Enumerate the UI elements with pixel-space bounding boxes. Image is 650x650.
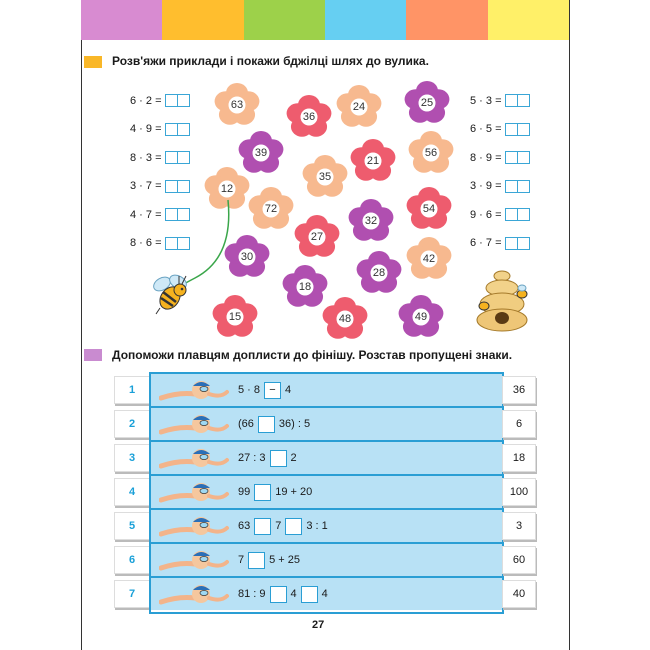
- lane-result: 40: [502, 580, 536, 608]
- example-text: 4 · 7 =: [130, 208, 162, 221]
- multiplication-example: [470, 208, 530, 221]
- bee-icon: [148, 270, 196, 316]
- expression-part: 7: [238, 554, 245, 566]
- lane-result: 18: [502, 444, 536, 472]
- lane-expression: [238, 578, 328, 610]
- task2-title: Допоможи плавцям доплисти до фінішу. Розстав пропущені знаки.: [112, 348, 513, 362]
- lane-number: 1: [114, 376, 150, 404]
- expression-part: 5 + 25: [269, 554, 301, 566]
- flower-number: 54: [422, 203, 436, 215]
- lane-number: 6: [114, 546, 150, 574]
- flower-63[interactable]: [214, 82, 260, 128]
- expression-part: (66: [238, 418, 254, 430]
- lane-result: 60: [502, 546, 536, 574]
- page-number: 27: [312, 619, 325, 631]
- stripe-1: [81, 0, 162, 40]
- swimming-pool: [149, 372, 504, 614]
- lane-result: 3: [502, 512, 536, 540]
- lane-expression: [238, 476, 312, 508]
- multiplication-example: [130, 123, 190, 136]
- multiplication-example: [470, 123, 530, 136]
- flower-number: 21: [366, 155, 380, 167]
- flower-32[interactable]: [348, 198, 394, 244]
- flower-number: 42: [422, 253, 436, 265]
- flower-number: 25: [420, 97, 434, 109]
- operator-box[interactable]: [248, 552, 265, 569]
- operator-box[interactable]: −: [264, 382, 281, 399]
- flower-number: 63: [230, 99, 244, 111]
- answer-box[interactable]: [505, 208, 530, 221]
- flower-24[interactable]: [336, 84, 382, 130]
- flower-28[interactable]: [356, 250, 402, 296]
- beehive-icon: [470, 266, 536, 334]
- answer-box[interactable]: [165, 123, 190, 136]
- expression-part: 7: [275, 520, 282, 532]
- swim-lane-1: [151, 374, 502, 408]
- swim-lane-2: [151, 408, 502, 442]
- operator-box[interactable]: [301, 586, 318, 603]
- swimmer-icon: [159, 446, 229, 472]
- flower-27[interactable]: [294, 214, 340, 260]
- swimmer-icon: [159, 378, 229, 404]
- multiplication-example: [470, 237, 530, 250]
- swimmer-icon: [159, 412, 229, 438]
- swimmer: [159, 582, 229, 613]
- lane-number: 3: [114, 444, 150, 472]
- expression-part: 4: [290, 588, 297, 600]
- lane-result: 6: [502, 410, 536, 438]
- color-stripes-header: [81, 0, 569, 40]
- answer-box[interactable]: [505, 94, 530, 107]
- swim-lane-4: [151, 476, 502, 510]
- stripe-3: [244, 0, 325, 40]
- lane-expression: [238, 544, 300, 576]
- operator-box[interactable]: [270, 586, 287, 603]
- flower-number: 18: [298, 281, 312, 293]
- lane-expression: [238, 510, 328, 542]
- flower-number: 28: [372, 267, 386, 279]
- task1-title: Розв'яжи приклади і покажи бджілці шлях до вулика.: [112, 54, 429, 68]
- flower-number: 24: [352, 101, 366, 113]
- flower-number: 72: [264, 203, 278, 215]
- multiplication-example: [130, 151, 190, 164]
- expression-part: 99: [238, 486, 251, 498]
- lane-number: 7: [114, 580, 150, 608]
- flower-number: 39: [254, 147, 268, 159]
- operator-box[interactable]: [254, 518, 271, 535]
- expression-part: 63: [238, 520, 251, 532]
- flower-35[interactable]: [302, 154, 348, 200]
- swimmer: [159, 548, 229, 579]
- example-text: 3 · 9 =: [470, 180, 502, 192]
- flower-36[interactable]: [286, 94, 332, 140]
- answer-box[interactable]: [505, 237, 530, 250]
- example-text: 5 · 3 =: [470, 94, 502, 107]
- expression-part: 27 : 3: [238, 452, 266, 464]
- example-text: 3 · 7 =: [130, 180, 162, 192]
- lane-expression: [238, 374, 291, 406]
- flower-49[interactable]: [398, 294, 444, 340]
- example-text: 6 · 7 =: [470, 237, 502, 249]
- answer-box[interactable]: [505, 180, 530, 193]
- example-text: 8 · 3 =: [130, 151, 162, 164]
- swimmer-icon: [159, 548, 229, 574]
- swimmer-icon: [159, 480, 229, 506]
- answer-box[interactable]: [505, 151, 530, 164]
- stripe-4: [325, 0, 406, 40]
- swimmer: [159, 480, 229, 511]
- flower-number: 27: [310, 231, 324, 243]
- expression-part: 4: [285, 384, 292, 396]
- flower-number: 12: [220, 183, 234, 195]
- flower-number: 48: [338, 313, 352, 325]
- flower-number: 56: [424, 147, 438, 159]
- answer-box[interactable]: [505, 123, 530, 136]
- swimmer-icon: [159, 514, 229, 540]
- swim-lane-6: [151, 544, 502, 578]
- multiplication-example: [470, 151, 530, 164]
- swimmer: [159, 412, 229, 443]
- task2-marker: [84, 349, 102, 361]
- operator-box[interactable]: [254, 484, 271, 501]
- expression-part: 4: [321, 588, 328, 600]
- swim-lane-5: [151, 510, 502, 544]
- swim-lane-3: [151, 442, 502, 476]
- expression-part: 3 : 1: [306, 520, 328, 532]
- lane-result: 36: [502, 376, 536, 404]
- lane-expression: [238, 408, 310, 440]
- swimmer-icon: [159, 582, 229, 608]
- flower-number: 36: [302, 111, 316, 123]
- flower-number: 49: [414, 311, 428, 323]
- swimmer: [159, 514, 229, 545]
- flower-54[interactable]: [406, 186, 452, 232]
- lane-result: 100: [502, 478, 536, 506]
- operator-box[interactable]: [270, 450, 287, 467]
- answer-box[interactable]: [165, 94, 190, 107]
- lane-number: 5: [114, 512, 150, 540]
- stripe-2: [162, 0, 243, 40]
- flower-number: 35: [318, 171, 332, 183]
- example-text: 8 · 9 =: [470, 151, 502, 164]
- expression-part: 81 : 9: [238, 588, 266, 600]
- example-text: 6 · 2 =: [130, 94, 162, 107]
- flower-number: 30: [240, 251, 254, 263]
- flower-25[interactable]: [404, 80, 450, 126]
- flower-42[interactable]: [406, 236, 452, 282]
- flower-48[interactable]: [322, 296, 368, 342]
- flower-number: 32: [364, 215, 378, 227]
- operator-box[interactable]: [258, 416, 275, 433]
- answer-box[interactable]: [165, 151, 190, 164]
- operator-box[interactable]: [285, 518, 302, 535]
- stripe-6: [488, 0, 569, 40]
- flower-56[interactable]: [408, 130, 454, 176]
- example-text: 6 · 5 =: [470, 123, 502, 135]
- example-text: 8 · 6 =: [130, 237, 162, 249]
- task1-marker: [84, 56, 102, 68]
- flower-21[interactable]: [350, 138, 396, 184]
- swimmer: [159, 378, 229, 409]
- expression-part: 19 + 20: [275, 486, 313, 498]
- lane-number: 4: [114, 478, 150, 506]
- expression-part: 5 · 8: [238, 384, 261, 396]
- lane-number: 2: [114, 410, 150, 438]
- swimmer: [159, 446, 229, 477]
- multiplication-example: [470, 180, 530, 193]
- stripe-5: [406, 0, 487, 40]
- expression-part: 2: [290, 452, 297, 464]
- flower-number: 15: [228, 311, 242, 323]
- swim-lane-7: [151, 578, 502, 610]
- expression-part: 36) : 5: [278, 418, 311, 430]
- lane-expression: [238, 442, 297, 474]
- example-text: 9 · 6 =: [470, 208, 502, 221]
- multiplication-example: [130, 94, 190, 107]
- multiplication-example: [470, 94, 530, 107]
- example-text: 4 · 9 =: [130, 123, 162, 135]
